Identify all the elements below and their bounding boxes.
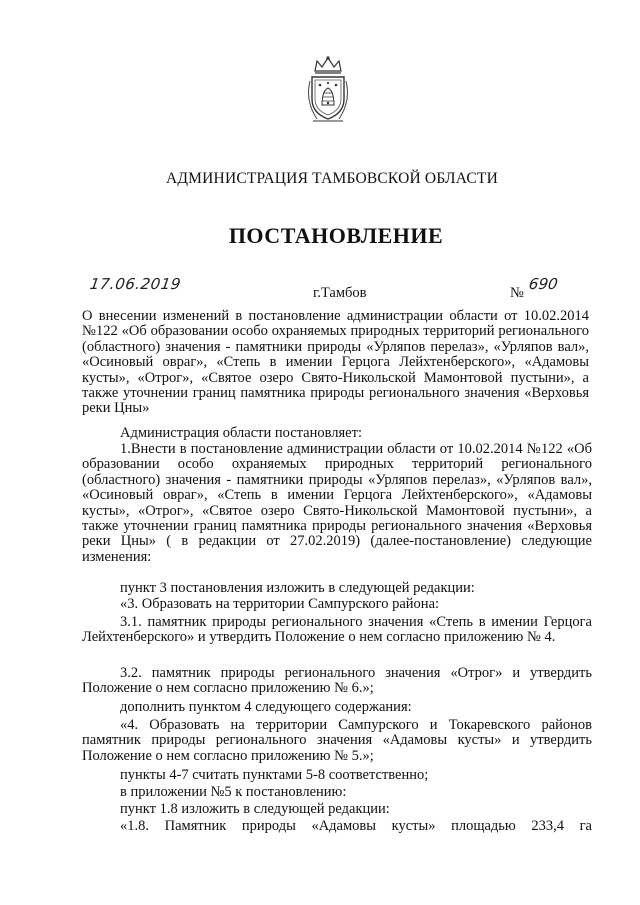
coat-of-arms-icon bbox=[303, 55, 353, 125]
body-paragraph: «4. Образовать на территории Сампурского и Токаревского районов памятник природы регионального значения «Адамовы кусты» и утвердить Положение о нем согласно приложению № 5.»; bbox=[82, 717, 592, 764]
preamble: Администрация области постановляет: bbox=[120, 425, 362, 441]
clause-1: 1.Внести в постановление администрации области от 10.02.2014 №122 «Об образовании особо охраняемых природных территорий регионального (областного) значения - памятники природы «Урляпов перелаз», «Урляпов вал», «Осиновый овраг», «Степь в имении Герцога Лейхтенберского», «Адамовы кусты», «Отрог», «Святое озеро Свято-Никольской Мамонтовой пустыни», а также уточнении границ памятника природы регионального значения «Верховья реки Цны» ( в редакции от 27.02.2019) (далее-постановление) следующие изменения: bbox=[82, 441, 592, 565]
document-subject: О внесении изменений в постановление администрации области от 10.02.2014 №122 «Об образовании особо охраняемых природных территорий регионального (областного) значения - памятники природы «Урляпов перелаз», «Урляпов вал», «Осиновый овраг», «Степь в имении Герцога Лейхтенберского», «Адамовы кусты», «Отрог», «Святое озеро Свято-Никольской Мамонтовой пустыни», а также уточнении границ памятника природы регионального значения «Верховья реки Цны» bbox=[82, 308, 589, 417]
issue-city: г.Тамбов bbox=[313, 285, 367, 301]
body-paragraph: 3.1. памятник природы регионального значения «Степь в имении Герцога Лейхтенберского» и утвердить Положение о нем согласно приложению № 4. bbox=[82, 614, 592, 646]
document-type-title: ПОСТАНОВЛЕНИЕ bbox=[228, 223, 444, 248]
document-date: 17.06.2019 bbox=[88, 275, 183, 293]
body-paragraph: пункты 4-7 считать пунктами 5-8 соответственно; bbox=[120, 767, 429, 783]
body-paragraph: пункт 3 постановления изложить в следующей редакции: bbox=[120, 580, 475, 596]
body-paragraph: «3. Образовать на территории Сампурского района: bbox=[120, 596, 440, 612]
number-label: № bbox=[510, 285, 524, 301]
body-paragraph: пункт 1.8 изложить в следующей редакции: bbox=[120, 801, 390, 817]
body-paragraph: «1.8. Памятник природы «Адамовы кусты» площадью 233,4 га bbox=[120, 818, 592, 834]
organization-name: АДМИНИСТРАЦИЯ ТАМБОВСКОЙ ОБЛАСТИ bbox=[166, 170, 498, 187]
body-paragraph: 3.2. памятник природы регионального значения «Отрог» и утвердить Положение о нем согласно приложению № 6.»; bbox=[82, 665, 592, 697]
document-number: 690 bbox=[527, 275, 559, 293]
body-paragraph: дополнить пунктом 4 следующего содержания: bbox=[120, 699, 412, 715]
body-paragraph: в приложении №5 к постановлению: bbox=[120, 784, 347, 800]
